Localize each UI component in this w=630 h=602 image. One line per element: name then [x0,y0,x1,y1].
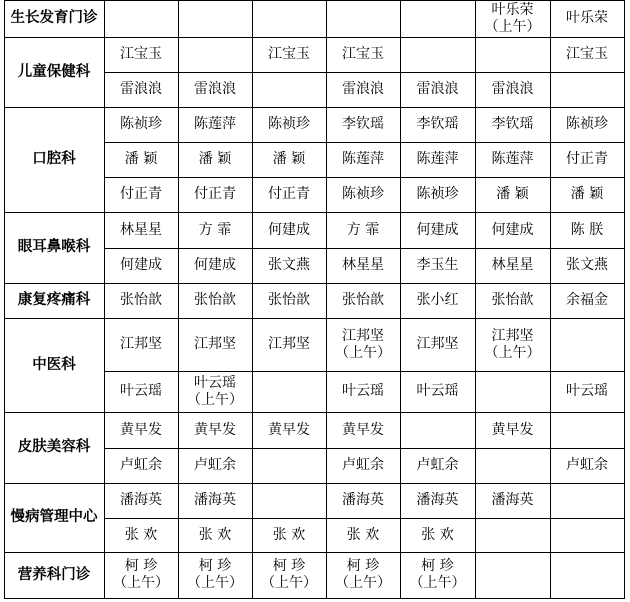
doctor-cell: 林星星 [342,257,384,273]
doctor-cell: 黄早发 [120,421,162,438]
doctor-cell: 雷浪浪 [342,81,384,97]
doctor-cell: 潘 颖 [198,151,232,167]
doctor-cell: 柯 珍 （上午） [187,558,243,591]
grid-line [104,0,105,599]
doctor-cell: 陈 朕 [570,221,604,238]
doctor-cell: 潘 颖 [570,186,604,202]
doctor-cell: 卢虹余 [416,457,459,473]
grid-line [4,283,625,284]
doctor-cell: 卢虹余 [194,457,236,473]
doctor-cell: 叶云瑶 [120,383,162,399]
doctor-cell: 张文燕 [268,257,310,273]
doctor-cell: 黄早发 [194,421,236,438]
doctor-cell: 叶云瑶 （上午） [187,374,243,408]
department-name: 儿童保健科 [17,63,91,80]
doctor-cell: 张 欢 [272,526,306,543]
doctor-cell: 何建成 [120,257,162,273]
doctor-cell: 余福金 [566,292,608,308]
department-name: 康复疼痛科 [17,292,91,308]
doctor-cell: 方 霏 [198,221,232,238]
doctor-cell: 张怡歆 [194,292,236,308]
doctor-cell: 付正青 [268,186,310,202]
grid-line [252,0,253,599]
doctor-cell: 陈祯珍 [342,186,384,202]
grid-line [104,248,625,249]
doctor-cell: 方 霏 [346,221,380,238]
grid-line [4,483,625,484]
doctor-cell: 黄早发 [491,421,534,438]
grid-line [326,0,327,599]
doctor-cell: 付正青 [120,186,162,202]
doctor-cell: 潘 颖 [272,151,306,167]
doctor-cell: 柯 珍 （上午） [409,558,466,591]
doctor-cell: 雷浪浪 [194,81,236,97]
doctor-cell: 张 欢 [346,526,380,543]
grid-line [400,0,401,599]
grid-line [104,448,625,449]
doctor-cell: 雷浪浪 [491,81,534,97]
department-name: 中医科 [32,356,76,373]
doctor-cell: 何建成 [194,257,236,273]
doctor-cell: 雷浪浪 [416,81,459,97]
doctor-cell: 陈祯珍 [416,186,459,202]
doctor-cell: 陈祯珍 [566,116,608,132]
grid-line [4,412,625,413]
doctor-cell: 潘海英 [342,492,384,508]
doctor-cell: 江邦坚 [120,336,162,352]
doctor-cell: 张怡歆 [268,292,310,308]
doctor-cell: 李玉生 [416,257,459,273]
doctor-cell: 陈莲萍 [491,151,534,167]
doctor-cell: 雷浪浪 [120,81,162,97]
grid-line [4,598,625,599]
doctor-cell: 叶乐荣 [566,10,608,26]
doctor-cell: 潘海英 [194,492,236,508]
department-name: 营养科门诊 [17,566,91,583]
doctor-cell: 何建成 [491,221,534,238]
doctor-cell: 张小红 [416,292,459,308]
doctor-cell: 李钦瑶 [342,116,384,132]
doctor-cell: 卢虹余 [120,457,162,473]
doctor-cell: 张 欢 [421,526,454,543]
grid-line [104,371,625,372]
doctor-cell: 江邦坚 [416,336,459,352]
doctor-cell: 陈祯珍 [120,116,162,132]
grid-line [178,0,179,599]
doctor-cell: 陈莲萍 [416,151,459,167]
doctor-cell: 柯 珍 （上午） [261,558,317,591]
doctor-cell: 潘海英 [120,492,162,508]
doctor-cell: 江邦坚 [268,336,310,352]
doctor-cell: 张 欢 [198,526,232,543]
doctor-cell: 潘 颖 [124,151,158,167]
doctor-cell: 张文燕 [566,257,608,273]
doctor-cell: 张 欢 [124,526,158,543]
doctor-cell: 江邦坚 [194,336,236,352]
doctor-cell: 江宝玉 [268,46,310,62]
doctor-cell: 林星星 [120,221,162,238]
doctor-cell: 张怡歆 [491,292,534,308]
doctor-cell: 叶云瑶 [416,383,459,399]
doctor-cell: 付正青 [194,186,236,202]
doctor-cell: 付正青 [566,151,608,167]
doctor-cell: 卢虹余 [566,457,608,473]
grid-line [4,212,625,213]
grid-line [4,37,625,38]
doctor-cell: 叶乐荣 （上午） [484,1,541,35]
grid-line [104,142,625,143]
doctor-cell: 何建成 [416,221,459,238]
doctor-cell: 黄早发 [268,421,310,438]
department-name: 口腔科 [32,151,76,167]
grid-line [624,0,625,599]
doctor-cell: 何建成 [268,221,310,238]
doctor-cell: 柯 珍 （上午） [335,558,391,591]
doctor-cell: 潘 颖 [496,186,529,202]
doctor-cell: 林星星 [491,257,534,273]
doctor-cell: 张怡歆 [342,292,384,308]
grid-line [4,0,5,599]
grid-line [4,0,625,1]
doctor-cell: 陈莲萍 [342,151,384,167]
doctor-cell: 李钦瑶 [491,116,534,132]
grid-line [104,72,625,73]
grid-line [104,177,625,178]
department-name: 慢病管理中心 [10,509,98,525]
doctor-cell: 潘海英 [491,492,534,508]
doctor-cell: 潘海英 [416,492,459,508]
doctor-cell: 张怡歆 [120,292,162,308]
grid-line [475,0,476,599]
grid-line [4,318,625,319]
doctor-cell: 陈莲萍 [194,116,236,132]
grid-line [4,552,625,553]
department-name: 皮肤美容科 [17,439,91,455]
doctor-cell: 江宝玉 [342,46,384,62]
doctor-cell: 叶云瑶 [342,383,384,399]
department-name: 生长发育门诊 [10,10,98,26]
doctor-cell: 江宝玉 [120,46,162,62]
doctor-cell: 江宝玉 [566,46,608,62]
grid-line [4,107,625,108]
doctor-cell: 叶云瑶 [566,383,608,399]
grid-line [550,0,551,599]
doctor-cell: 江邦坚 （上午） [335,327,391,361]
doctor-cell: 李钦瑶 [416,116,459,132]
doctor-cell: 江邦坚 （上午） [484,327,541,361]
doctor-cell: 卢虹余 [342,457,384,473]
doctor-cell: 柯 珍 （上午） [113,558,169,591]
grid-line [104,518,625,519]
doctor-cell: 陈祯珍 [268,116,310,132]
doctor-cell: 黄早发 [342,421,384,438]
department-name: 眼耳鼻喉科 [17,239,91,255]
